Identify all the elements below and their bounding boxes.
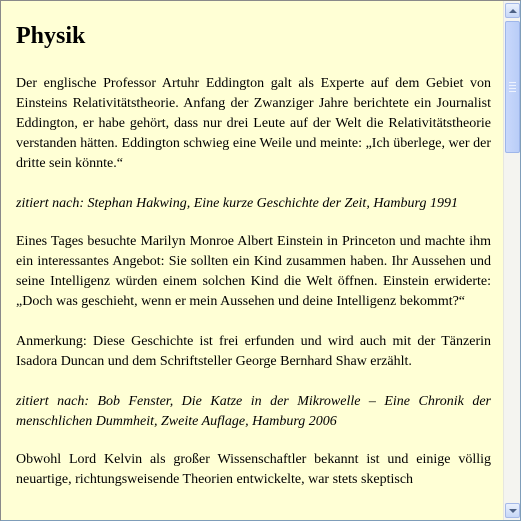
grip-line	[509, 91, 516, 92]
citation-fenster: zitiert nach: Bob Fenster, Die Katze in der Mikrowelle – Eine Chronik der menschlichen Dummheit, Zweite Auflage, Hamburg 2006	[16, 394, 491, 429]
paragraph-kelvin: Obwohl Lord Kelvin als großer Wissenschaftler bekannt ist und einige völlig neuartige, richtungsweisende Theorien entwickelte, war stets skeptisch	[16, 452, 491, 487]
citation-hawking: zitiert nach: Stephan Hakwing, Eine kurze Geschichte der Zeit, Hamburg 1991	[16, 196, 458, 211]
paragraph-note: Anmerkung: Diese Geschichte ist frei erfunden und wird auch mit der Tänzerin Isadora Duncan und dem Schriftsteller George Bernhard Shaw erzählt.	[16, 334, 491, 369]
arrow-down-icon	[509, 509, 517, 513]
scroll-up-button[interactable]	[505, 3, 520, 18]
arrow-up-icon	[509, 9, 517, 13]
grip-line	[509, 85, 516, 86]
page-title: Physik	[16, 23, 86, 49]
article-content	[1, 1, 503, 520]
scroll-down-button[interactable]	[505, 503, 520, 518]
paragraph-eddington: Der englische Professor Artuhr Eddington galt als Experte auf dem Gebiet von Einsteins Relativitätstheorie. Anfang der Zwanziger Jahre berichtete ein Journalist Eddington, er habe gehört, dass nur drei Leute auf der Welt die Relativitätstheorie verstanden hätten. Eddington schwieg eine Weile und meinte: „Ich überlege, wer der dritte sein könnte.“	[16, 76, 491, 171]
vertical-scrollbar[interactable]	[503, 1, 520, 520]
scrollbar-thumb[interactable]	[505, 21, 520, 153]
grip-line	[509, 88, 516, 89]
grip-line	[509, 82, 516, 83]
paragraph-monroe: Eines Tages besuchte Marilyn Monroe Albert Einstein in Princeton und machte ihm ein interessantes Angebot: Sie sollten ein Kind zusammen haben. Ihr Aussehen und seine Intelligenz würden einem solchen Kind die Welt öffnen. Einstein erwiderte: „Doch was geschieht, wenn er mein Aussehen und deine Intelligenz bekommt?“	[16, 234, 491, 309]
